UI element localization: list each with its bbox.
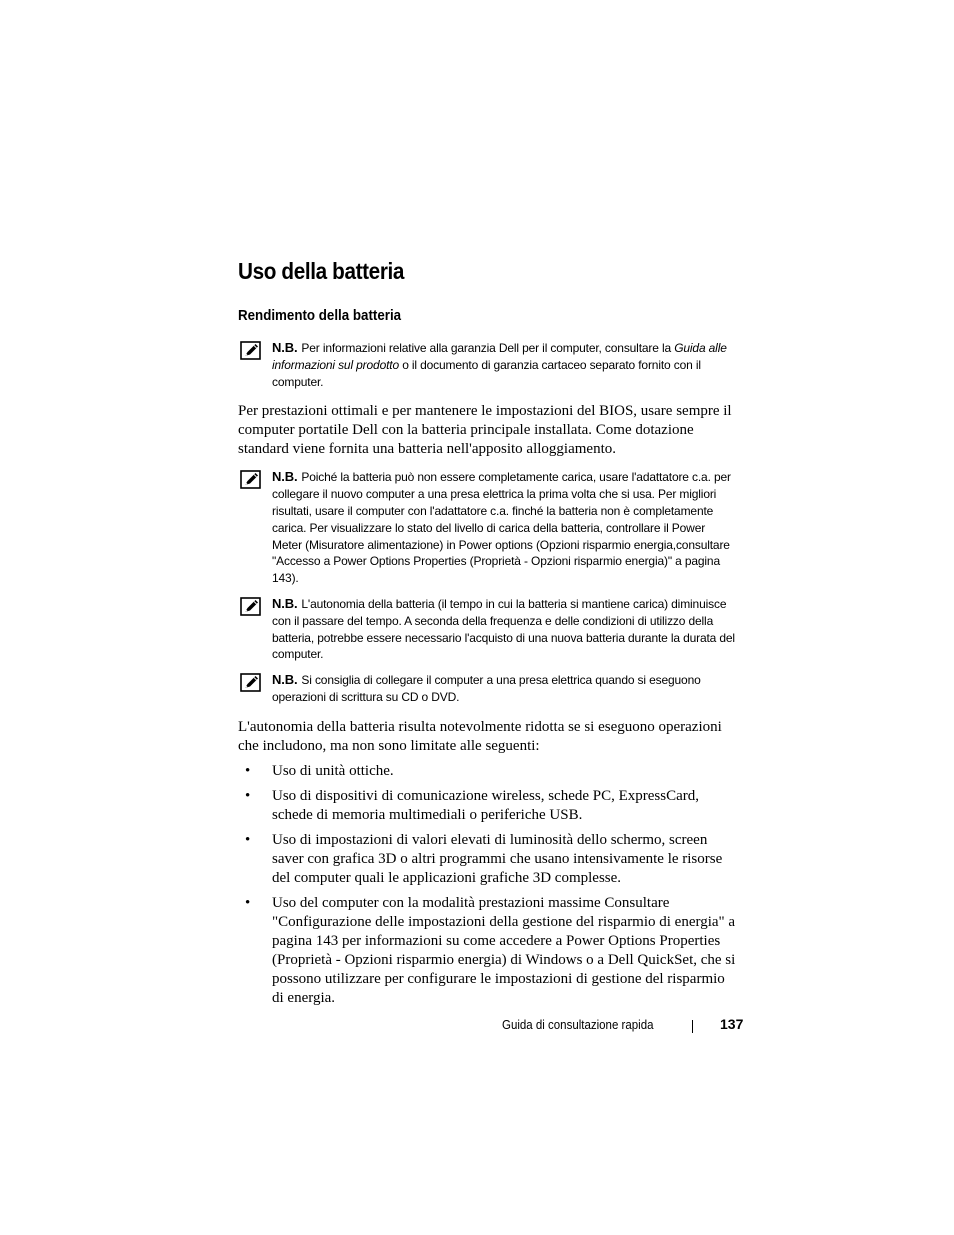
list-item [238,762,738,781]
paragraph-battery-life: L'autonomia della batteria risulta notevolmente ridotta se si eseguono operazioni che includono, ma non sono limitate alle seguenti: [238,718,722,754]
footer-divider [692,1020,693,1033]
page-number: 137 [720,1016,744,1032]
pencil-note-icon [240,470,261,489]
pencil-note-icon [240,673,261,692]
bullet-icon: • [245,831,251,848]
list-item-text: Uso di unità ottiche. [272,762,394,779]
note-warranty [238,340,738,390]
note-label: N.B. [272,469,298,485]
list-item-text: Uso del computer con la modalità prestazioni massime Consultare "Configurazione delle impostazioni della gestione del risparmio di energia" a pagina 143 per informazioni su come accedere a Power Options Properties (Proprietà - Opzioni risparmio energia) di Windows o a Dell QuickSet, che si possono utilizzare per configurare le impostazioni di gestione del risparmio di energia. [272,894,736,1006]
note-text-tail: o il documento di garanzia cartaceo separato fornito con il computer. [272,357,701,389]
footer-title: Guida di consultazione rapida [502,1018,654,1032]
pencil-note-icon [240,597,261,616]
list-item-text: Uso di impostazioni di valori elevati di luminosità dello schermo, screen saver con grafica 3D o altri programmi che usano intensivamente le risorse del computer quali le applicazioni grafiche 3D complesse. [272,831,723,886]
note-text: Per informazioni relative alla garanzia Dell per il computer, consultare la [301,341,672,355]
note-charging [238,469,738,587]
list-item [238,831,738,888]
bullet-list [238,762,738,1008]
note-label: N.B. [272,340,298,355]
bullet-icon: • [245,787,251,804]
page-title: Uso della batteria [238,258,405,284]
bullet-icon: • [245,894,251,911]
pencil-note-icon [240,341,261,360]
note-text: Si consiglia di collegare il computer a una presa elettrica quando si eseguono operazioni di scrittura su CD o DVD. [272,673,701,704]
note-text: L'autonomia della batteria (il tempo in cui la batteria si mantiene carica) diminuisce con il passare del tempo. A seconda della frequenza e delle condizioni di utilizzo della batteria, potrebbe essere necessario l'acquisto di una nuova batteria durante la durata del computer. [272,596,735,662]
section-heading: Rendimento della batteria [238,308,402,324]
product-guide-title: Guida alle informazioni sul prodotto [272,341,727,372]
note-label: N.B. [272,595,298,611]
note-label: N.B. [272,672,298,688]
list-item-text: Uso di dispositivi di comunicazione wireless, schede PC, ExpressCard, schede di memoria multimediali o periferiche USB. [272,787,700,823]
list-item [238,787,738,825]
note-battery-life [238,596,738,663]
list-item [238,894,738,1008]
note-text: Poiché la batteria può non essere completamente carica, usare l'adattatore c.a. per collegare il nuovo computer a una presa elettrica la prima volta che si usa. Per migliori risultati, usare il computer con l'adattatore c.a. finché la batteria non è completamente carica. Per visualizzare lo stato del livello di carica della batteria, controllare il Power Meter (Misuratore alimentazione) in Power options (Opzioni risparmio energia,consultare "Accesso a Power Options Properties (Proprietà - Opzioni risparmio energia)" a pagina 143). [272,470,731,586]
note-cd-dvd [238,672,738,706]
bullet-icon: • [245,762,251,779]
page-content [238,256,738,1008]
paragraph-bios: Per prestazioni ottimali e per mantenere le impostazioni del BIOS, usare sempre il computer portatile Dell con la batteria principale installata. Come dotazione standard viene fornita una batteria nell'apposito alloggiamento. [238,403,732,458]
